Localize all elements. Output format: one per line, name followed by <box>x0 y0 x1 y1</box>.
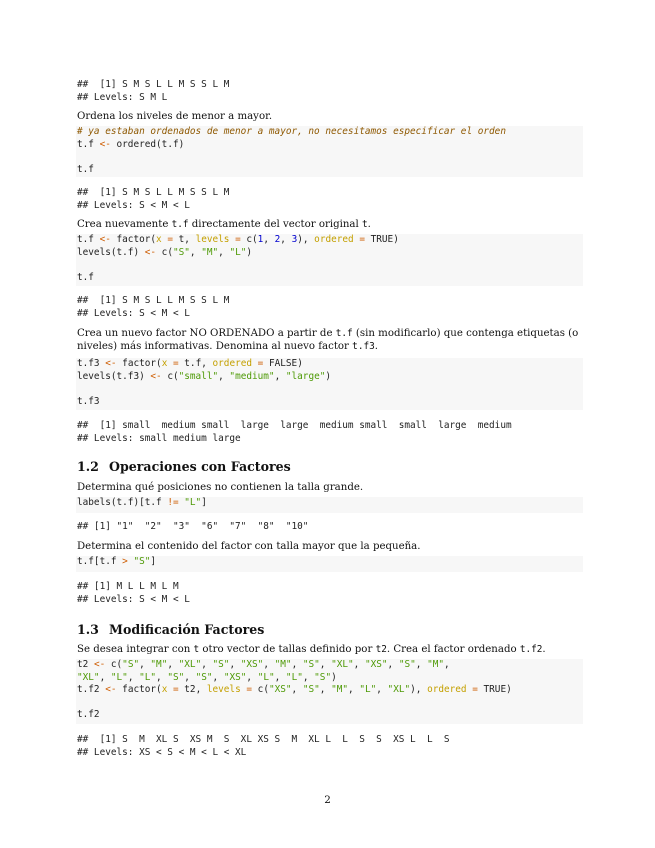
section-heading: 1.2 Operaciones con Factores <box>77 459 291 474</box>
code-string: "XL" <box>331 659 354 670</box>
code-output: ## [1] "1" "2" "3" "6" "7" "8" "10" <box>77 521 309 532</box>
section-heading: 1.3 Modificación Factores <box>77 622 265 637</box>
paragraph: Determina qué posiciones no contienen la talla grande. <box>77 482 364 493</box>
paragraph: Crea nuevamente t.f directamente del vector original t. <box>77 219 371 230</box>
code-string: "XL" <box>387 684 411 695</box>
code-block: # ya estaban ordenados de menor a mayor, no necesitamos especificar el orden t.f <- ordered(t.f) t.f <box>76 126 583 177</box>
code-output <box>77 581 190 606</box>
code-output <box>77 734 450 759</box>
paragraph: Se desea integrar con t otro vector de tallas definido por t2. Crea el factor ordenado t.f2. <box>77 644 546 655</box>
output-line: ## [1] S M XL S XS M S XL XS S M XL L L S S XS L L S <box>77 734 450 745</box>
code-string: "S" <box>122 659 140 670</box>
code-string: "M" <box>274 659 292 670</box>
paragraph: Determina el contenido del factor con talla mayor que la pequeña. <box>77 541 421 552</box>
code-string: "M" <box>331 684 349 695</box>
code-string: "M" <box>427 659 445 670</box>
code-block: t.f <- factor(x = t, levels = c(1, 2, 3), ordered = TRUE) levels(t.f) <- c("S", "M", "L") t.f <box>76 234 583 286</box>
code-string: "S" <box>195 671 213 683</box>
code-string: "L" <box>257 671 275 683</box>
output-line: ## [1] M L L M L M <box>77 581 179 592</box>
code-comment: # ya estaban ordenados de menor a mayor, no necesitamos especificar el orden <box>77 126 506 137</box>
code-output <box>77 79 229 104</box>
code-string: "L" <box>110 671 128 683</box>
output-line: ## [1] S M S L L M S S L M <box>77 79 230 90</box>
output-line: ## Levels: XS < S < M < L < XL <box>77 746 247 758</box>
paragraph: Crea un nuevo factor NO ORDENADO a partir de t.f (sin modificarlo) que contenga etiquetas (o niveles) más informativas. Denomina al nuevo factor t.f3. <box>77 328 579 353</box>
code-output <box>77 187 229 212</box>
code-string: "S" <box>212 659 230 670</box>
code-block: t2 <- c("S", "M", "XL", "S", "XS", "M", "S", "XL", "XS", "S", "M", "XL", "L", "L", "S", "S", "XS", "L", "L", "S") t.f2 <- factor(x = t2, levels = c("XS", "S", "M", "L", "XL"), ordered = TRUE) t.f2 <box>76 659 583 724</box>
code-string: "XS" <box>223 671 247 683</box>
output-line: ## Levels: S < M < L <box>77 199 190 211</box>
output-line: ## Levels: small medium large <box>77 432 241 444</box>
code-string: "L" <box>359 684 377 695</box>
code-string: "XL" <box>178 659 202 670</box>
code-string: "M" <box>150 659 168 670</box>
code-string: "S" <box>398 659 416 670</box>
code-string: "L" <box>285 671 303 683</box>
code-string: "XS" <box>268 684 292 695</box>
code-output <box>77 420 512 445</box>
paragraph: Ordena los niveles de menor a mayor. <box>77 111 273 122</box>
code-block: t.f3 <- factor(x = t.f, ordered = FALSE) levels(t.f3) <- c("small", "medium", "large") t.f3 <box>76 358 583 410</box>
output-line: ## Levels: S < M < L <box>77 307 190 319</box>
code-string: "S" <box>167 671 185 683</box>
code-string: "XS" <box>364 659 388 670</box>
output-line: ## Levels: S M L <box>77 91 168 103</box>
code-block: t.f[t.f > "S"] <box>76 556 583 572</box>
page-number: 2 <box>324 794 331 806</box>
output-line: ## [1] small medium small large large medium small small large medium <box>77 420 512 431</box>
output-line: ## Levels: S < M < L <box>77 593 190 605</box>
output-line: ## [1] S M S L L M S S L M <box>77 295 230 306</box>
code-string: "XL" <box>77 671 100 683</box>
code-string: "S" <box>302 659 320 670</box>
output-line: ## [1] S M S L L M S S L M <box>77 187 230 198</box>
code-string: "L" <box>139 671 157 683</box>
code-string: "XS" <box>240 659 264 670</box>
code-output <box>77 295 229 320</box>
code-string: "S" <box>314 671 332 683</box>
code-block: labels(t.f)[t.f != "L"] <box>76 497 583 513</box>
code-string: "S" <box>302 684 320 695</box>
